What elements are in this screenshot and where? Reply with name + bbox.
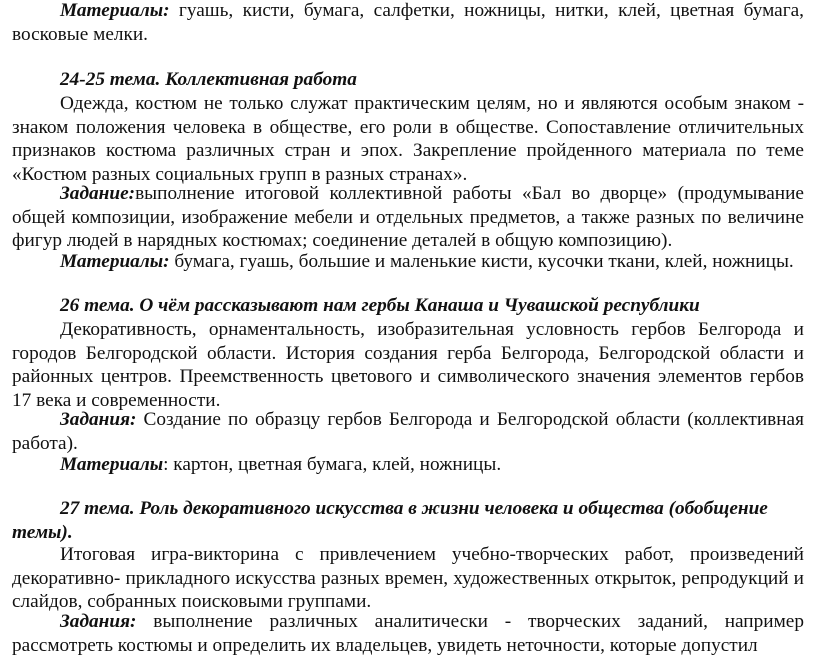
- topic-24-25-heading: 24-25 тема. Коллективная работа: [60, 69, 357, 90]
- topic-26-body: Декоративность, орнаментальность, изобразительная условность гербов Белгорода и городов Белгородской области. История создания герба Белгорода, Белгородской области и районных центров. Преемственность цветового и символического значения элементов гербов 17 века и современности.: [12, 319, 804, 411]
- task-label: Задания:: [60, 611, 137, 632]
- topic-24-25-materials: [12, 250, 804, 274]
- topic-27-task: [12, 610, 804, 657]
- task-text: выполнение итоговой коллективной работы «Бал во дворце» (продумывание общей композиции, изображение мебели и отдельных предметов, а также разных по величине фигур людей в нарядных костюмах; соединение деталей в общую композицию).: [12, 183, 804, 252]
- task-text: Создание по образцу гербов Белгорода и Белгородской области (коллективная работа).: [12, 409, 804, 454]
- materials-text: бумага, гуашь, большие и маленькие кисти, кусочки ткани, клей, ножницы.: [169, 251, 794, 272]
- topic-24-25-task: [12, 182, 804, 253]
- task-text: выполнение различных аналитически - творческих заданий, например рассмотреть костюмы и определить их владельцев, увидеть неточности, которые допустил: [12, 611, 804, 656]
- topic-27-body: Итоговая игра-викторина с привлечением учебно-творческих работ, произведений декоративно- прикладного искусства разных времен, художественных открыток, репродукций и слайдов, собранных поисковыми группами.: [12, 544, 804, 613]
- topic-27-heading: 27 тема. Роль декоративного искусства в жизни человека и общества (обобщение темы).: [12, 498, 768, 543]
- materials-label: Материалы: [60, 454, 164, 475]
- materials-text: : картон, цветная бумага, клей, ножницы.: [163, 454, 502, 475]
- task-label: Задание:: [60, 183, 136, 204]
- topic-24-25-body: Одежда, костюм не только служат практическим целям, но и являются особым знаком - знаком положения человека в обществе, его роли в обществе. Сопоставление отличительных признаков костюма различных стран и эпох. Закрепление пройденного материала по теме «Костюм разных социальных групп в разных странах».: [12, 93, 804, 185]
- materials-paragraph-1: [12, 0, 804, 46]
- topic-26-materials: [12, 453, 804, 477]
- materials-text: гуашь, кисти, бумага, салфетки, ножницы, нитки, клей, цветная бумага, восковые мелки.: [12, 0, 804, 45]
- materials-label: Материалы:: [60, 251, 170, 272]
- materials-label: Материалы:: [60, 0, 170, 21]
- task-label: Задания:: [60, 409, 137, 430]
- topic-26-task: [12, 408, 804, 455]
- topic-26-heading: 26 тема. О чём рассказывают нам гербы Канаша и Чувашской республики: [60, 295, 700, 316]
